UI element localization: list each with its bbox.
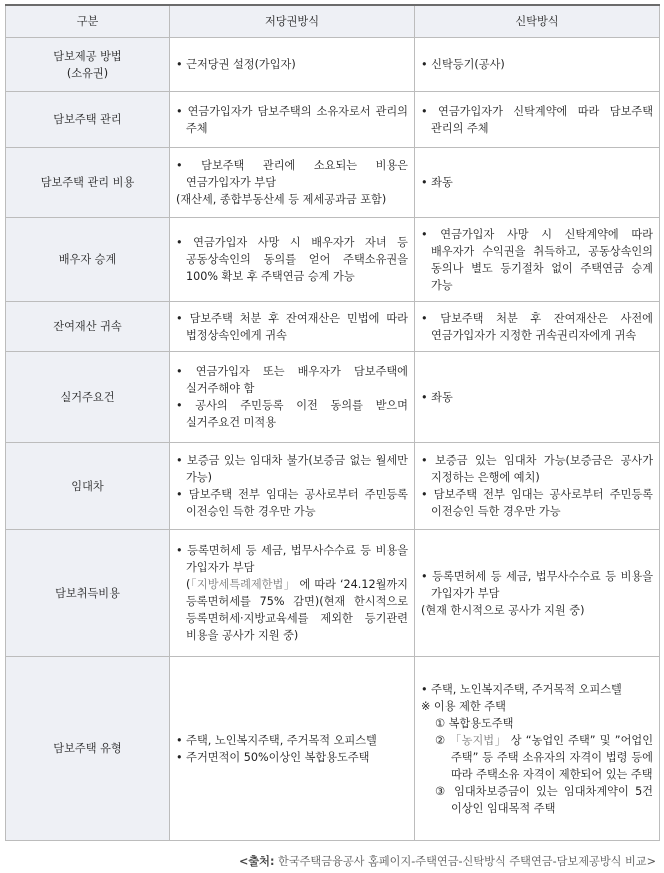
mortgage-cell	[170, 657, 415, 841]
header-trust: 신탁방식	[415, 5, 660, 38]
bullet-item: • 담보주택 전부 임대는 공사로부터 주민등록 이전승인 득한 경우만 가능	[176, 488, 408, 518]
bullet-item: • 주택, 노인복지주택, 주거목적 오피스텔	[176, 733, 377, 747]
source-label: <출처:	[238, 855, 275, 868]
table-row	[6, 92, 660, 148]
table-row	[6, 657, 660, 841]
mortgage-cell	[170, 530, 415, 657]
bullet-item: • 근저당권 설정(가입자)	[176, 58, 296, 71]
table-row	[6, 530, 660, 657]
bullet-item: • 연금가입자가 담보주택의 소유자로서 관리의 주체	[176, 104, 408, 135]
restriction-item: ① 복합용도주택	[435, 716, 514, 730]
row-label-line: 담보제공 방법	[53, 49, 122, 63]
note-text: (재산세, 종합부동산세 등 제세공과금 포함)	[176, 193, 387, 206]
mortgage-cell	[170, 148, 415, 218]
mortgage-cell	[170, 302, 415, 352]
mortgage-cell	[170, 443, 415, 530]
row-label: 담보주택 관리 비용	[6, 148, 170, 218]
mortgage-cell	[170, 92, 415, 148]
row-label	[6, 38, 170, 92]
header-mortgage: 저당권방식	[170, 5, 415, 38]
trust-cell	[415, 218, 660, 302]
bullet-item: • 보증금 있는 임대차 불가(보증금 없는 월세만 가능)	[176, 454, 408, 484]
law-name: 「농지법」	[449, 733, 507, 747]
bullet-item: • 등록면허세 등 세금, 법무사수수료 등 비용을 가입자가 부담	[421, 569, 653, 600]
trust-cell	[415, 352, 660, 443]
row-label: 담보주택 관리	[6, 92, 170, 148]
restriction-title: ※ 이용 제한 주택	[421, 699, 506, 713]
table-row	[6, 148, 660, 218]
table-row	[6, 352, 660, 443]
header-category: 구분	[6, 5, 170, 38]
bullet-item: • 연금가입자 또는 배우자가 담보주택에 실거주해야 함	[176, 365, 408, 395]
restriction-item: ③ 임대차보증금이 있는 임대차계약이 5건 이상인 임대목적 주택	[435, 784, 653, 815]
bullet-item: • 보증금 있는 임대차 가능(보증금은 공사가 지정하는 은행에 예치)	[421, 454, 654, 484]
bullet-item: • 연금가입자 사망 시 배우자가 자녀 등 공동상속인의 동의를 얻어 주택소유권을 100% 확보 후 주택연금 승계 가능	[176, 236, 408, 283]
row-label-line: (소유권)	[66, 66, 109, 80]
row-label: 담보취득비용	[6, 530, 170, 657]
bullet-item: • 연금가입자가 신탁계약에 따라 담보주택 관리의 주체	[421, 104, 653, 135]
table-row	[6, 38, 660, 92]
trust-cell	[415, 657, 660, 841]
law-name: 「지방세특례제한법」	[190, 578, 296, 591]
bullet-continuation: (「지방세특례제한법」 에 따라 ‘24.12월까지 등록면허세를 75% 감면)(현재 한시적으로 등록면허세·지방교육세를 제외한 등기관련 비용을 공사가 지원 중)	[186, 578, 408, 642]
bullet-item: • 공사의 주민등록 이전 동의를 받으며 실거주요건 미적용	[176, 399, 408, 429]
bullet-item: • 담보주택 처분 후 잔여재산은 사전에 연금가입자가 지정한 귀속권리자에게 귀속	[421, 311, 653, 342]
bullet-item: • 담보주택 처분 후 잔여재산은 민법에 따라 법정상속인에게 귀속	[176, 311, 408, 342]
table-row	[6, 443, 660, 530]
row-label: 잔여재산 귀속	[6, 302, 170, 352]
comparison-table	[5, 4, 660, 841]
mortgage-cell	[170, 218, 415, 302]
trust-cell	[415, 443, 660, 530]
bullet-item: • 담보주택 전부 임대는 공사로부터 주민등록 이전승인 득한 경우만 가능	[421, 488, 653, 518]
trust-cell	[415, 530, 660, 657]
bullet-item: • 주거면적이 50%이상인 복합용도주택	[176, 750, 370, 764]
bullet-item: • 좌동	[421, 176, 453, 189]
trust-cell	[415, 302, 660, 352]
row-label: 실거주요건	[6, 352, 170, 443]
row-label: 임대차	[6, 443, 170, 530]
source-text: 한국주택금융공사 홈페이지-주택연금-신탁방식 주택연금-담보제공방식 비교>	[274, 855, 656, 868]
bullet-item: • 주택, 노인복지주택, 주거목적 오피스텔	[421, 682, 622, 696]
trust-cell	[415, 148, 660, 218]
source-caption	[239, 853, 656, 870]
bullet-item: • 좌동	[421, 390, 453, 404]
mortgage-cell	[170, 352, 415, 443]
bullet-item: • 등록면허세 등 세금, 법무사수수료 등 비용을 가입자가 부담	[176, 544, 408, 574]
mortgage-cell	[170, 38, 415, 92]
bullet-item: • 담보주택 관리에 소요되는 비용은 연금가입자가 부담	[176, 159, 408, 189]
note-text: (현재 한시적으로 공사가 지원 중)	[421, 603, 585, 617]
bullet-item: • 신탁등기(공사)	[421, 58, 505, 71]
table-row	[6, 218, 660, 302]
table-header-row	[6, 5, 660, 38]
trust-cell	[415, 38, 660, 92]
row-label: 배우자 승계	[6, 218, 170, 302]
restriction-item: ② 「농지법」 상 “농업인 주택” 및 ”어업인 주택” 등 주택 소유자의 자격이 법령 등에 따라 주택소유 자격이 제한되어 있는 주택	[435, 733, 653, 781]
trust-cell	[415, 92, 660, 148]
bullet-item: • 연금가입자 사망 시 신탁계약에 따라 배우자가 수익권을 취득하고, 공동상속인의 동의나 별도 등기절차 없이 주택연금 승계 가능	[421, 227, 653, 292]
table-row	[6, 302, 660, 352]
row-label: 담보주택 유형	[6, 657, 170, 841]
